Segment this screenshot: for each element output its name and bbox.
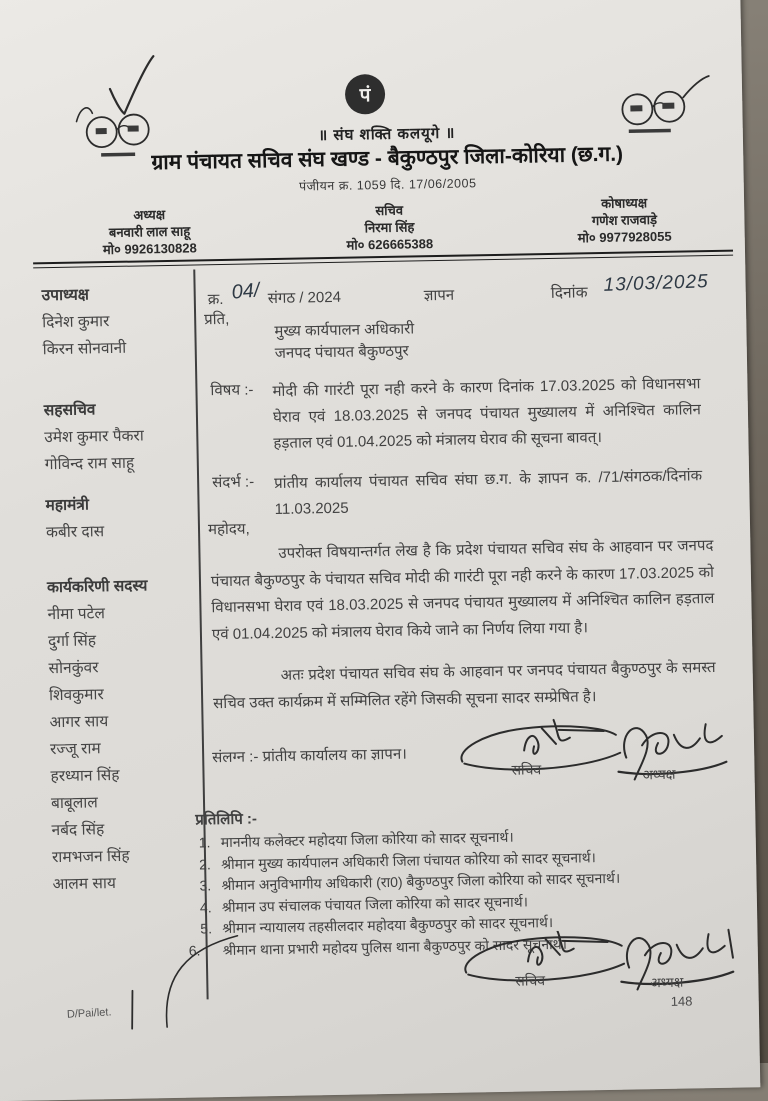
copy-text: श्रीमान उप संचालक पंचायत जिला कोरिया को सादर सूचनार्थ। [221,892,529,915]
sidebar-member: किरन सोनवानी [42,339,127,359]
reference-label: संदर्भ :- [212,473,255,492]
body-paragraph-2: अतः प्रदेश पंचायत सचिव संघ के आहवान पर जनपद पंचायत बैकुण्ठपुर के समस्त सचिव उक्त कार्यक्रम में सम्मिलित रहेंगे जिसकी सूचना सादर सम्प्रेषित है। [213,658,716,712]
official-role: सचिव [375,202,404,219]
sidebar-group [47,571,203,898]
sidebar-group-title: सहसचिव [43,401,96,420]
ref-suffix: संगठ / 2024 [267,288,342,308]
copy-text: श्रीमान मुख्य कार्यपालन अधिकारी जिला पंचायत कोरिया को सादर सूचनार्थ। [220,848,597,872]
official-phone: मो० 626665388 [346,236,434,253]
sidebar-member: आलम साय [52,875,117,894]
official-role: अध्यक्ष [133,206,166,223]
addressee-line: मुख्य कार्यपालन अधिकारी [274,320,415,341]
secretary-signature [457,929,638,990]
sidebar-member: दिनेश कुमार [42,313,110,332]
sidebar-member: नर्बद सिंह [51,821,105,840]
page-number: 148 [670,993,693,1009]
copy-text: श्रीमान अनुविभागीय अधिकारी (रा0) बैकुण्ठपुर जिला कोरिया को सादर सूचनार्थ। [221,869,621,894]
sidebar-group-title: महामंत्री [45,496,90,515]
sidebar-member: बाबूलाल [50,794,98,813]
copy-text: श्रीमान थाना प्रभारी महोदय पुलिस थाना बैकुण्ठपुर को सादर सूचनार्थ। [222,935,568,958]
copies-label: प्रतिलिपि :- [195,810,258,829]
copy-number: 3. [199,877,212,894]
logo-letter: पं [359,85,371,107]
enclosure-line: संलग्न :- प्रांतीय कार्यालय का ज्ञापन। [212,745,408,767]
date-label: दिनांक [550,284,588,302]
sidebar-member: नीमा पटेल [47,605,106,624]
official-phone: मो० 9977928055 [577,228,672,246]
copy-number: 1. [198,834,211,851]
secretary-signature-label: सचिव [511,761,542,778]
official-role: कोषाध्यक्ष [600,195,648,211]
union-monogram-logo [345,74,386,115]
sidebar-group [45,489,196,546]
spectacles-icon [614,70,715,138]
doc-type: ज्ञापन [423,286,455,305]
copy-number: 5. [200,920,213,937]
president-signature-label: अध्यक्ष [642,766,676,783]
official-name: गणेश राजवाड़े [591,211,658,229]
official-treasurer [534,193,715,247]
official-name: निरमा सिंह [364,219,415,236]
official-name: बनवारी लाल साहू [108,223,191,241]
official-president [64,205,235,259]
secretary-signature-label: सचिव [515,972,546,989]
date-handwritten: 13/03/2025 [603,271,710,296]
union-motto: ॥ संघ शक्ति कलयूगे ॥ [318,124,456,145]
to-label: प्रति, [204,310,230,329]
subject-text: मोदी की गारंटी पूरा नही करने के कारण दिनांक 17.03.2025 को विधानसभा घेराव एवं 18.03.2025 से जनपद पंचायत मुख्यालय में अनिश्चित कालिन हड़ताल एवं 01.04.2025 को मंत्रालय घेराव की सूचना बावत्। [272,375,702,453]
sidebar-group [41,280,192,364]
sidebar-member: आगर साय [49,713,109,732]
office-bearers-sidebar [41,280,202,899]
official-phone: मो० 9926130828 [102,240,197,258]
secretary-signature [454,716,635,779]
file-reference: D/Pai/let. [66,1006,112,1021]
salutation: महोदय, [207,520,250,539]
official-secretary [304,200,475,254]
sidebar-group-title: कार्यकरिणी सदस्य [46,577,148,597]
addressee-line: जनपद पंचायत बैकुण्ठपुर [274,342,409,362]
body-paragraph-1: उपरोक्त विषयान्तर्गत लेख है कि प्रदेश पंचायत सचिव संघ के आहवान पर जनपद पंचायत बैकुण्ठपुर के पंचायत सचिव मोदी की गारंटी पूरा नही करने के कारण 17.03.2025 को विधानसभा घेराव एवं 18.03.2025 से जनपद पंचायत मुख्यालय में अनिश्चित कालिन हड़ताल एवं 01.04.2025 को मंत्रालय घेराव किये जाने का निर्णय लिया गया है। [210,536,715,643]
sidebar-member: रामभजन सिंह [51,847,130,867]
sidebar-member: शिवकुमार [48,686,104,705]
reference-text: प्रांतीय कार्यालय पंचायत सचिव संघा छ.ग. के ज्ञापन क. /71/संगठक/दिनांक 11.03.2025 [274,467,703,519]
sidebar-group [44,394,195,478]
copy-number: 6. [188,941,201,959]
letter-content [1,0,768,1076]
ref-date-line [206,271,736,312]
sidebar-member: गोविन्द राम साहू [44,454,135,474]
sidebar-member: सोनकुंवर [48,659,99,678]
ref-label: क्र. [207,290,224,309]
registration-line: पंजीयन क्र. 1059 दि. 17/06/2005 [298,176,477,194]
sidebar-member: उमेश कुमार पैकरा [44,427,144,447]
sidebar-group-title: उपाध्यक्ष [41,286,90,305]
sidebar-member: हरध्यान सिंह [50,766,120,786]
pen-stroke [117,913,279,1036]
ref-number-handwritten: 04/ [230,279,261,304]
copy-number: 4. [199,898,212,915]
copy-text: माननीय कलेक्टर महोदया जिला कोरिया को सादर सूचनार्थ। [220,828,514,851]
sidebar-member: रज्जू राम [49,740,101,759]
sidebar-member: दुर्गा सिंह [47,632,97,651]
pen-stroke [126,989,139,1031]
president-signature-label: अध्यक्ष [650,974,684,991]
copy-text: श्रीमान न्यायालय तहसीलदार महोदया बैकुण्ठपुर को सादर सूचनार्थ। [222,913,554,937]
copy-number: 2. [199,855,211,872]
page-title: ग्राम पंचायत सचिव संघ खण्ड - बैकुण्ठपुर जिला-कोरिया (छ.ग.) [151,142,624,175]
addressee-block [274,318,415,365]
subject-label: विषय :- [210,381,254,400]
sidebar-member: कबीर दास [45,523,105,542]
